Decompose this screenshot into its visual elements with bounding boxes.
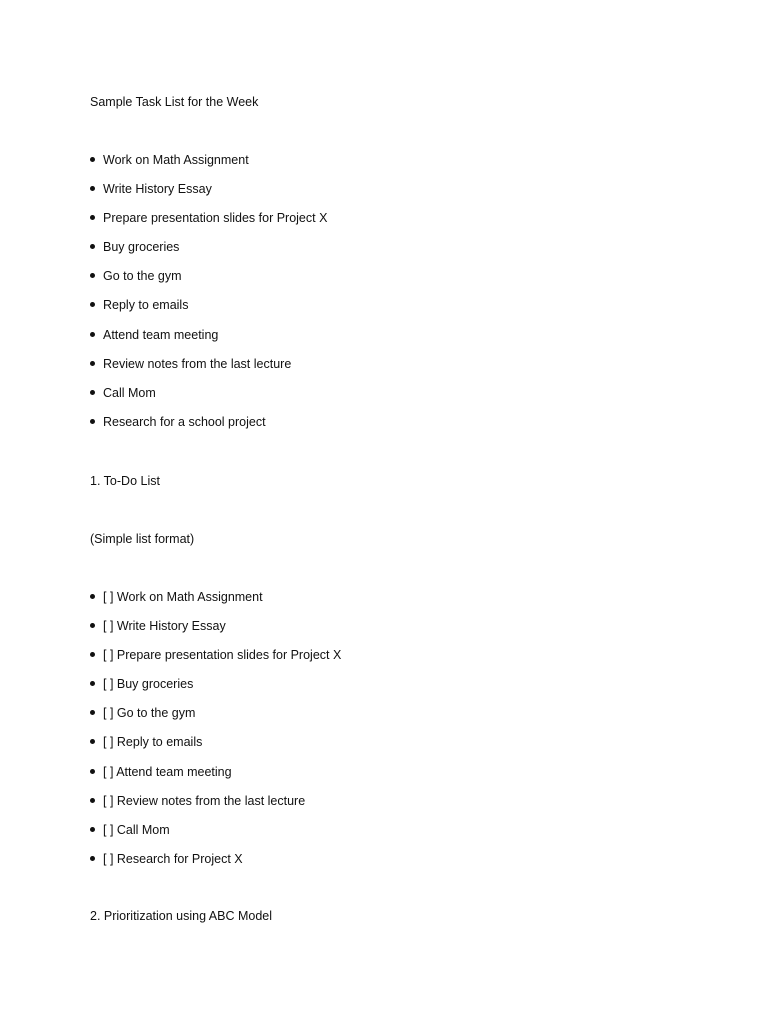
bullet-icon: [90, 739, 95, 744]
todo-item: [90, 734, 341, 763]
todo-item: [90, 676, 341, 705]
task-item-text: Work on Math Assignment: [103, 153, 249, 167]
task-item-text: Prepare presentation slides for Project X: [103, 211, 328, 226]
task-item: [90, 356, 327, 385]
document-title: Sample Task List for the Week: [90, 95, 259, 109]
task-item: [90, 181, 327, 210]
todo-item-text: [ ] Prepare presentation slides for Project X: [103, 648, 342, 663]
todo-list: [90, 589, 341, 880]
bullet-icon: [90, 798, 95, 803]
bullet-icon: [90, 827, 95, 832]
task-list: [90, 152, 327, 443]
todo-item-text: [ ] Research for Project X: [103, 851, 243, 866]
task-item: [90, 327, 327, 356]
todo-item-text: [ ] Call Mom: [103, 822, 170, 837]
task-item-text: Reply to emails: [103, 298, 189, 313]
task-item-text: Go to the gym: [103, 269, 182, 284]
task-item: [90, 239, 327, 268]
bullet-icon: [90, 710, 95, 715]
task-item-text: Review notes from the last lecture: [103, 356, 292, 371]
todo-item: [90, 618, 341, 647]
task-item-text: Call Mom: [103, 385, 156, 400]
task-item: [90, 297, 327, 326]
bullet-icon: [90, 186, 95, 191]
todo-item-text: [ ] Work on Math Assignment: [103, 590, 263, 604]
bullet-icon: [90, 332, 95, 337]
todo-item-text: [ ] Write History Essay: [103, 619, 226, 634]
todo-item-text: [ ] Buy groceries: [103, 677, 194, 692]
bullet-icon: [90, 361, 95, 366]
section-heading-todo: 1. To-Do List: [90, 474, 160, 488]
bullet-icon: [90, 302, 95, 307]
bullet-icon: [90, 623, 95, 628]
bullet-icon: [90, 594, 95, 599]
task-item: [90, 385, 327, 414]
bullet-icon: [90, 769, 95, 774]
task-item: [90, 210, 327, 239]
bullet-icon: [90, 681, 95, 686]
section-note: (Simple list format): [90, 532, 195, 546]
todo-item-text: [ ] Review notes from the last lecture: [103, 793, 306, 808]
todo-item: [90, 705, 341, 734]
todo-item: [90, 764, 341, 793]
todo-item: [90, 647, 341, 676]
section-heading-prioritization: 2. Prioritization using ABC Model: [90, 909, 273, 923]
bullet-icon: [90, 390, 95, 395]
task-item: [90, 152, 327, 181]
task-item-text: Attend team meeting: [103, 327, 219, 342]
todo-item-text: [ ] Reply to emails: [103, 735, 203, 750]
todo-item: [90, 822, 341, 851]
bullet-icon: [90, 652, 95, 657]
todo-item: [90, 793, 341, 822]
bullet-icon: [90, 215, 95, 220]
todo-item: [90, 851, 341, 880]
bullet-icon: [90, 856, 95, 861]
todo-item-text: [ ] Go to the gym: [103, 706, 196, 721]
task-item-text: Research for a school project: [103, 414, 266, 429]
task-item-text: Write History Essay: [103, 182, 212, 197]
todo-item: [90, 589, 341, 618]
task-item-text: Buy groceries: [103, 240, 180, 255]
bullet-icon: [90, 157, 95, 162]
task-item: [90, 268, 327, 297]
bullet-icon: [90, 244, 95, 249]
todo-item-text: [ ] Attend team meeting: [103, 764, 232, 779]
task-item: [90, 414, 327, 443]
bullet-icon: [90, 419, 95, 424]
bullet-icon: [90, 273, 95, 278]
